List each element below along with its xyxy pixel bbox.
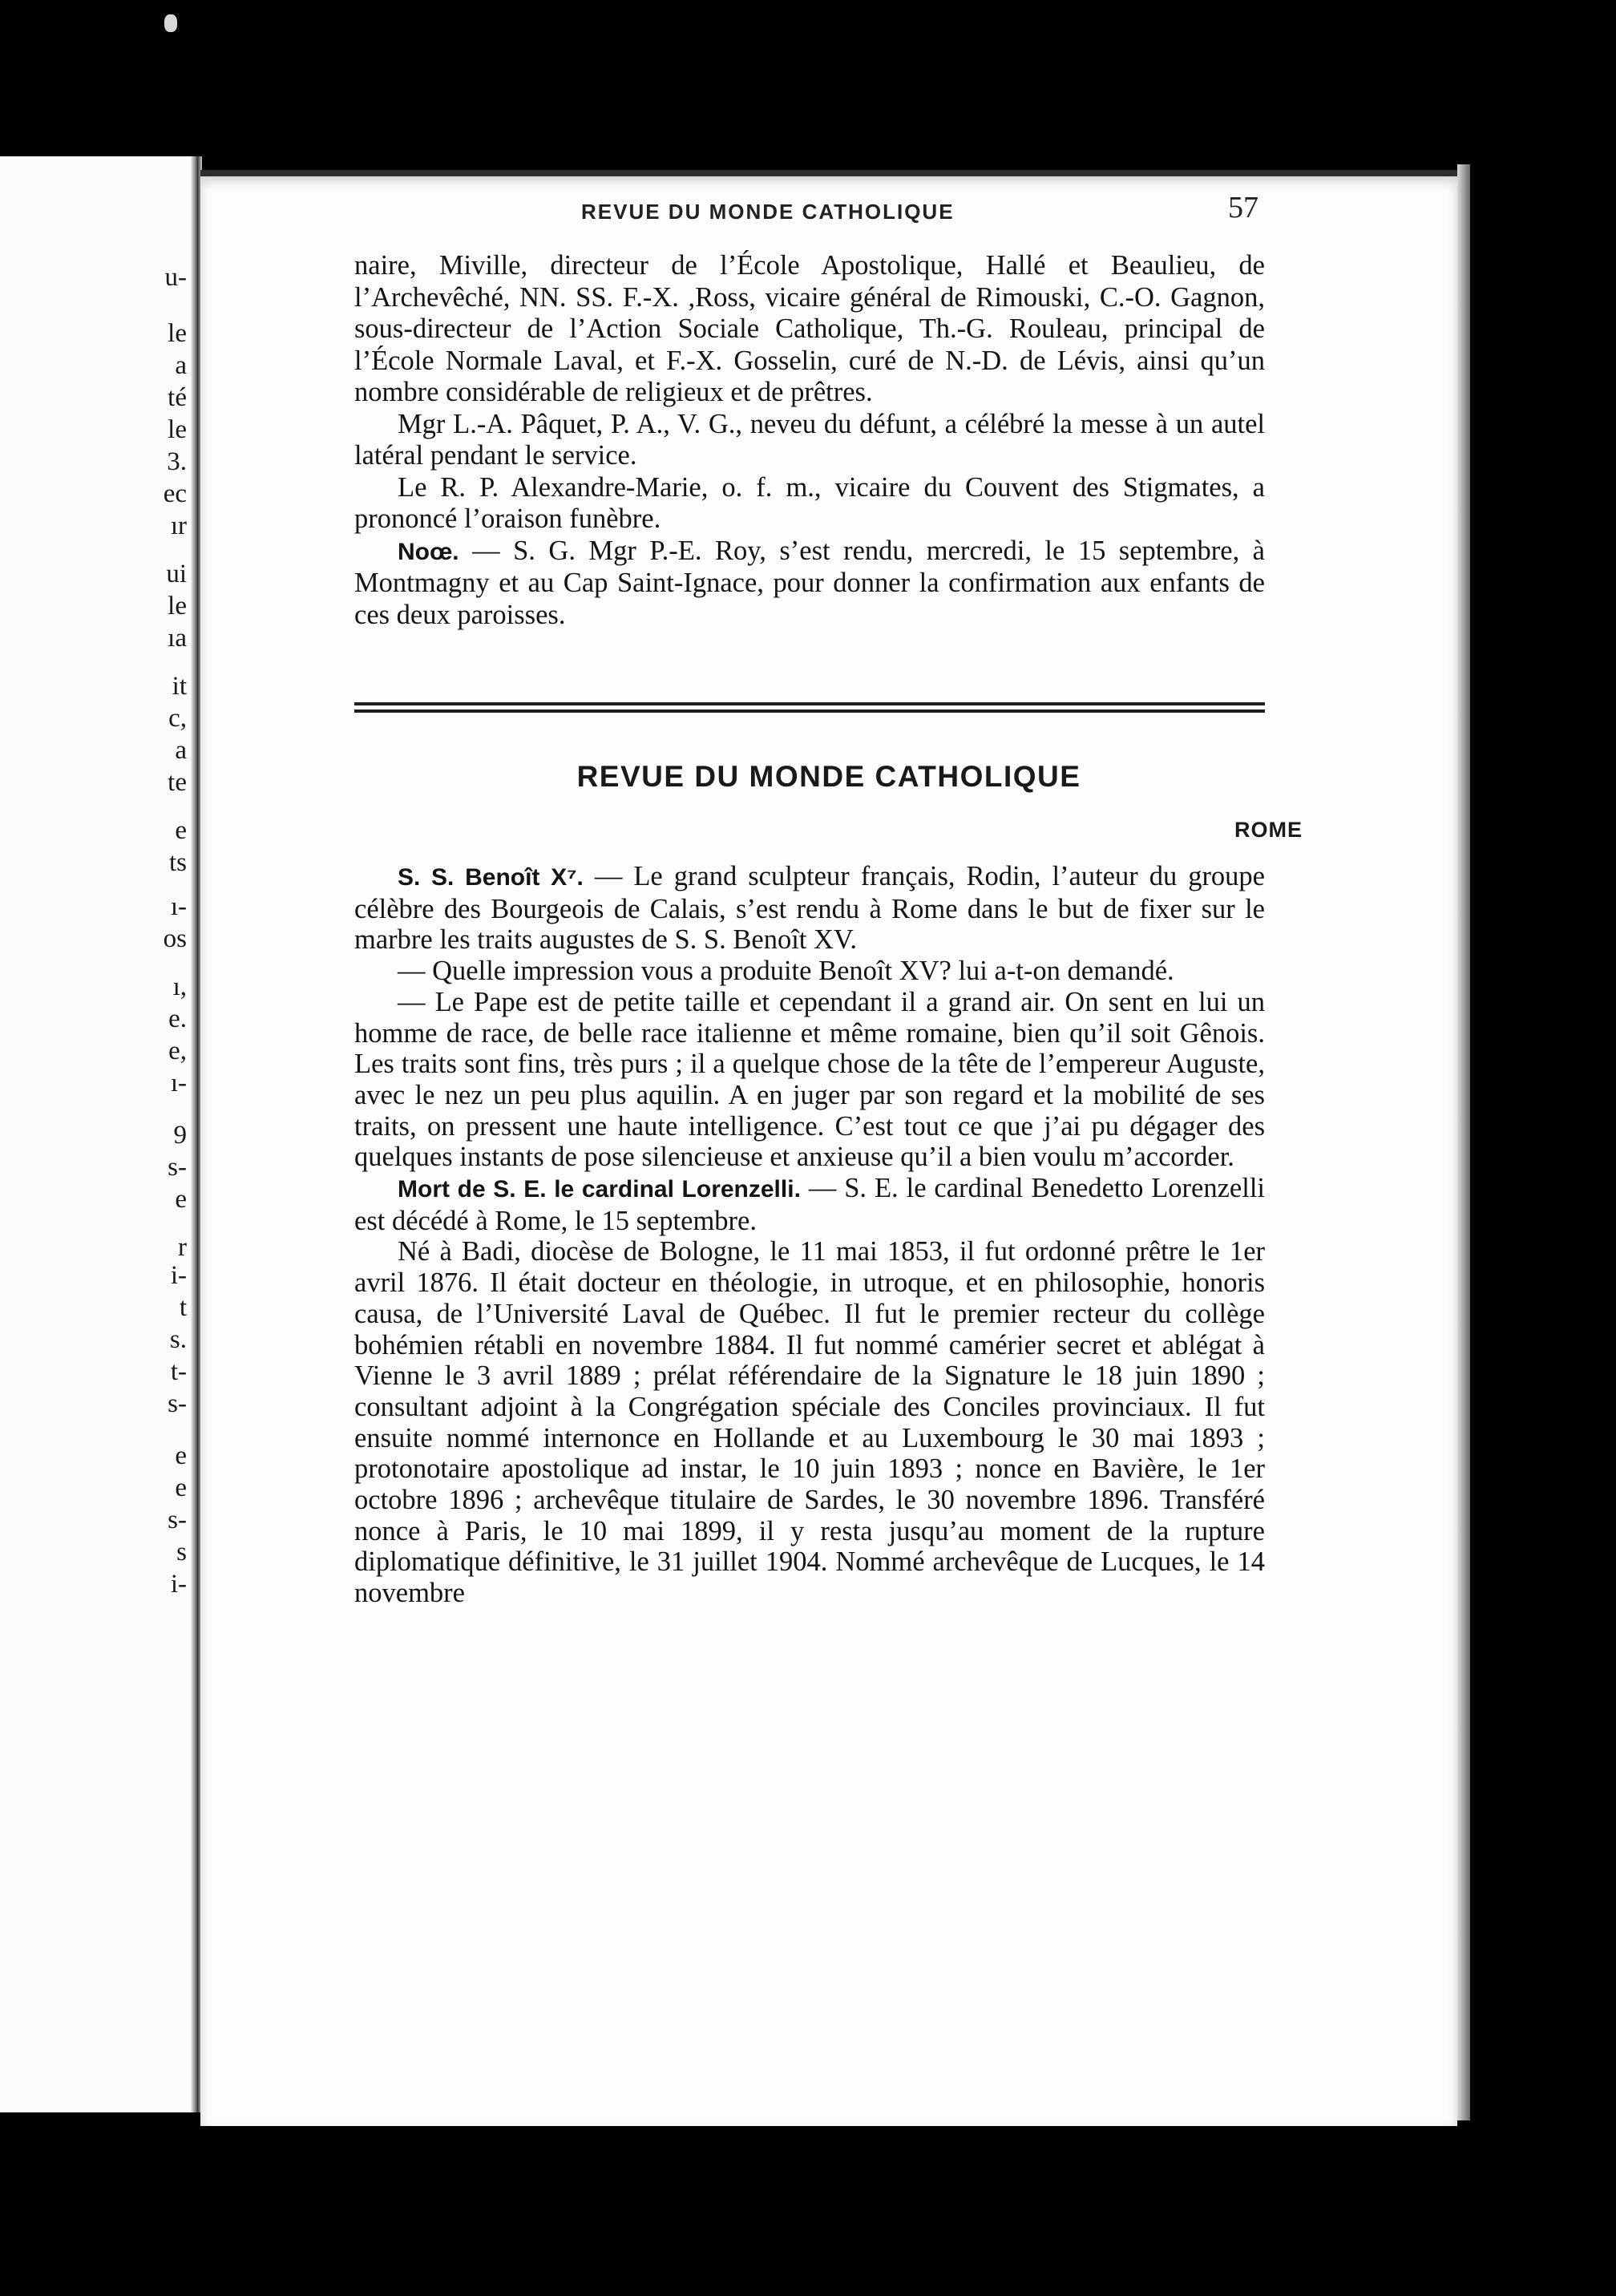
double-rule-divider (354, 702, 1265, 713)
page-edge (1457, 164, 1470, 2120)
paragraph (354, 472, 1265, 536)
rome-article-text (354, 861, 1265, 1609)
paragraph-text: — Quelle impression vous a produite Benoît XV? lui a-t-on demandé. (398, 956, 1174, 987)
left-page-fragment (0, 156, 196, 2112)
paragraph-text: — Le Pape est de petite taille et cependant il a grand air. On sent en lui un homme de race, de belle race italienne et même romaine, bien qu’il soit Gênois. Les traits sont fins, très purs ; il a quelque chose de la tête de l’empereur Auguste, avec le nez un peu plus aquilin. A en juger par son regard et la mobilité de ses traits, on pressent une haute intelligence. C’est tout ce que j’ai pu dégager des quelques instants de pose silencieuse et anxieuse qu’il a bien voulu m’accorder. (354, 986, 1265, 1173)
paragraph (354, 956, 1265, 987)
paragraph-lead: S. S. Benoît X⁷. (398, 864, 584, 891)
left-page-line-fragment: e. (168, 1004, 187, 1033)
left-page-line-fragment: ts (168, 848, 187, 877)
paragraph (354, 409, 1265, 472)
left-page-line-fragment: 3. (167, 447, 187, 476)
paragraph-text: Né à Badi, diocèse de Bologne, le 11 mai 1853, il fut ordonné prêtre le 1er avril 1876. Il était docteur en théologie, in utroque, et en philosophie, honoris causa, de l’Université Laval de Québec. Il fut le premier recteur du collège bohémien rétabli en novembre 1884. Il fut nommé camérier secret et ablégat à Vienne le 3 avril 1889 ; prélat référendaire de la Signature le 18 juin 1890 ; consultant adjoint à la Congrégation spéciale des Conciles provinciaux. Il fut ensuite nommé internonce en Hollande et au Luxembourg le 30 mai 1893 ; protonotaire apostolique ad instar, le 10 juin 1893 ; nonce en Bavière, le 1er octobre 1896 ; archevêque titulaire de Sardes, le 30 novembre 1896. Transféré nonce à Paris, le 10 mai 1899, il y resta jusqu’au moment de la rupture diplomatique définitive, le 31 juillet 1904. Nommé archevêque de Lucques, le 14 novembre (354, 1236, 1265, 1609)
left-page-line-fragment: a (175, 351, 187, 380)
left-page-line-fragment: s- (168, 1153, 187, 1182)
paragraph (354, 987, 1265, 1173)
paragraph (354, 861, 1265, 956)
left-page-line-fragment: le (168, 319, 187, 348)
left-page-line-fragment: e, (168, 1037, 187, 1065)
paragraph-text: — S. E. le cardinal Benedetto Lorenzelli est décédé à Rome, le 15 septembre. (354, 1173, 1265, 1236)
subsection-title: ROME (1234, 818, 1303, 842)
left-page-line-fragment: a (175, 736, 187, 765)
left-page-line-fragment: ec (163, 479, 187, 508)
left-page-line-fragment: t (179, 1293, 187, 1322)
left-page-line-fragment: r (178, 1233, 187, 1262)
left-page-line-fragment: s. (169, 1325, 187, 1354)
left-page-line-fragment: le (168, 592, 187, 620)
paragraph (354, 536, 1265, 632)
left-page-line-fragment: ıa (168, 624, 187, 653)
left-page-line-fragment: t- (170, 1357, 187, 1386)
left-page-line-fragment: s (176, 1538, 187, 1566)
paragraph (354, 250, 1265, 409)
left-page-line-fragment: ı- (170, 892, 187, 921)
paragraph-lead: Mort de S. E. le cardinal Lorenzelli. (398, 1176, 801, 1203)
left-page-line-fragment: e (175, 1185, 187, 1214)
page-number: 57 (1228, 191, 1258, 224)
left-page-line-fragment: e (175, 1473, 187, 1502)
left-page-line-fragment: ı, (172, 972, 187, 1001)
left-page-line-fragment: ır (170, 511, 187, 540)
left-page-line-fragment: s- (168, 1506, 187, 1534)
right-page (200, 170, 1457, 2126)
left-page-line-fragment: te (168, 768, 187, 797)
running-head (200, 191, 1457, 228)
paragraph-text: Mgr L.-A. Pâquet, P. A., V. G., neveu du défunt, a célébré la messe à un autel latéral pendant le service. (354, 408, 1265, 471)
paragraph (354, 1236, 1265, 1608)
left-page-line-fragment: c, (168, 704, 187, 733)
top-article-text (354, 250, 1265, 631)
left-page-line-fragment: ui (166, 560, 187, 588)
paragraph-text: — S. G. Mgr P.-E. Roy, s’est rendu, mercredi, le 15 septembre, à Montmagny et au Cap Saint-Ignace, pour donner la confirmation aux enfants de ces deux paroisses. (354, 535, 1265, 630)
dust-mark (164, 14, 177, 32)
running-head-title: REVUE DU MONDE CATHOLIQUE (581, 200, 955, 224)
paragraph-text: Le R. P. Alexandre-Marie, o. f. m., vicaire du Couvent des Stigmates, a prononcé l’oraison funèbre. (354, 471, 1265, 534)
left-page-line-fragment: it (172, 672, 187, 701)
paragraph (354, 1173, 1265, 1236)
left-page-line-fragment: e (175, 816, 187, 845)
left-page-line-fragment: le (168, 415, 187, 444)
left-page-line-fragment: i- (170, 1261, 187, 1290)
left-page-line-fragment: e (175, 1441, 187, 1470)
left-page-line-fragment: ı- (170, 1069, 187, 1097)
left-page-line-fragment: os (163, 924, 187, 953)
paragraph-text: naire, Miville, directeur de l’École Apostolique, Hallé et Beaulieu, de l’Archevêché, NN. SS. F.-X. ,Ross, vicaire général de Rimouski, C.-O. Gagnon, sous-directeur de l’Action Sociale Catholique, Th.-G. Rouleau, principal de l’École Normale Laval, et F.-X. Gosselin, curé de N.-D. de Lévis, ainsi qu’un nombre considérable de religieux et de prêtres. (354, 250, 1265, 407)
left-page-line-fragment: té (168, 383, 187, 412)
left-page-line-fragment: s- (168, 1389, 187, 1418)
left-page-line-fragment: u- (164, 263, 187, 292)
paragraph-lead: Noœ. (398, 538, 459, 565)
section-title: REVUE DU MONDE CATHOLIQUE (576, 760, 1081, 793)
paragraph-text: — Le grand sculpteur français, Rodin, l’auteur du groupe célèbre des Bourgeois de Calais, s’est rendu à Rome dans le but de fixer sur le marbre les traits augustes de S. S. Benoît XV. (354, 861, 1265, 956)
left-page-line-fragment: 9 (173, 1121, 187, 1150)
left-page-line-fragment: i- (170, 1570, 187, 1599)
